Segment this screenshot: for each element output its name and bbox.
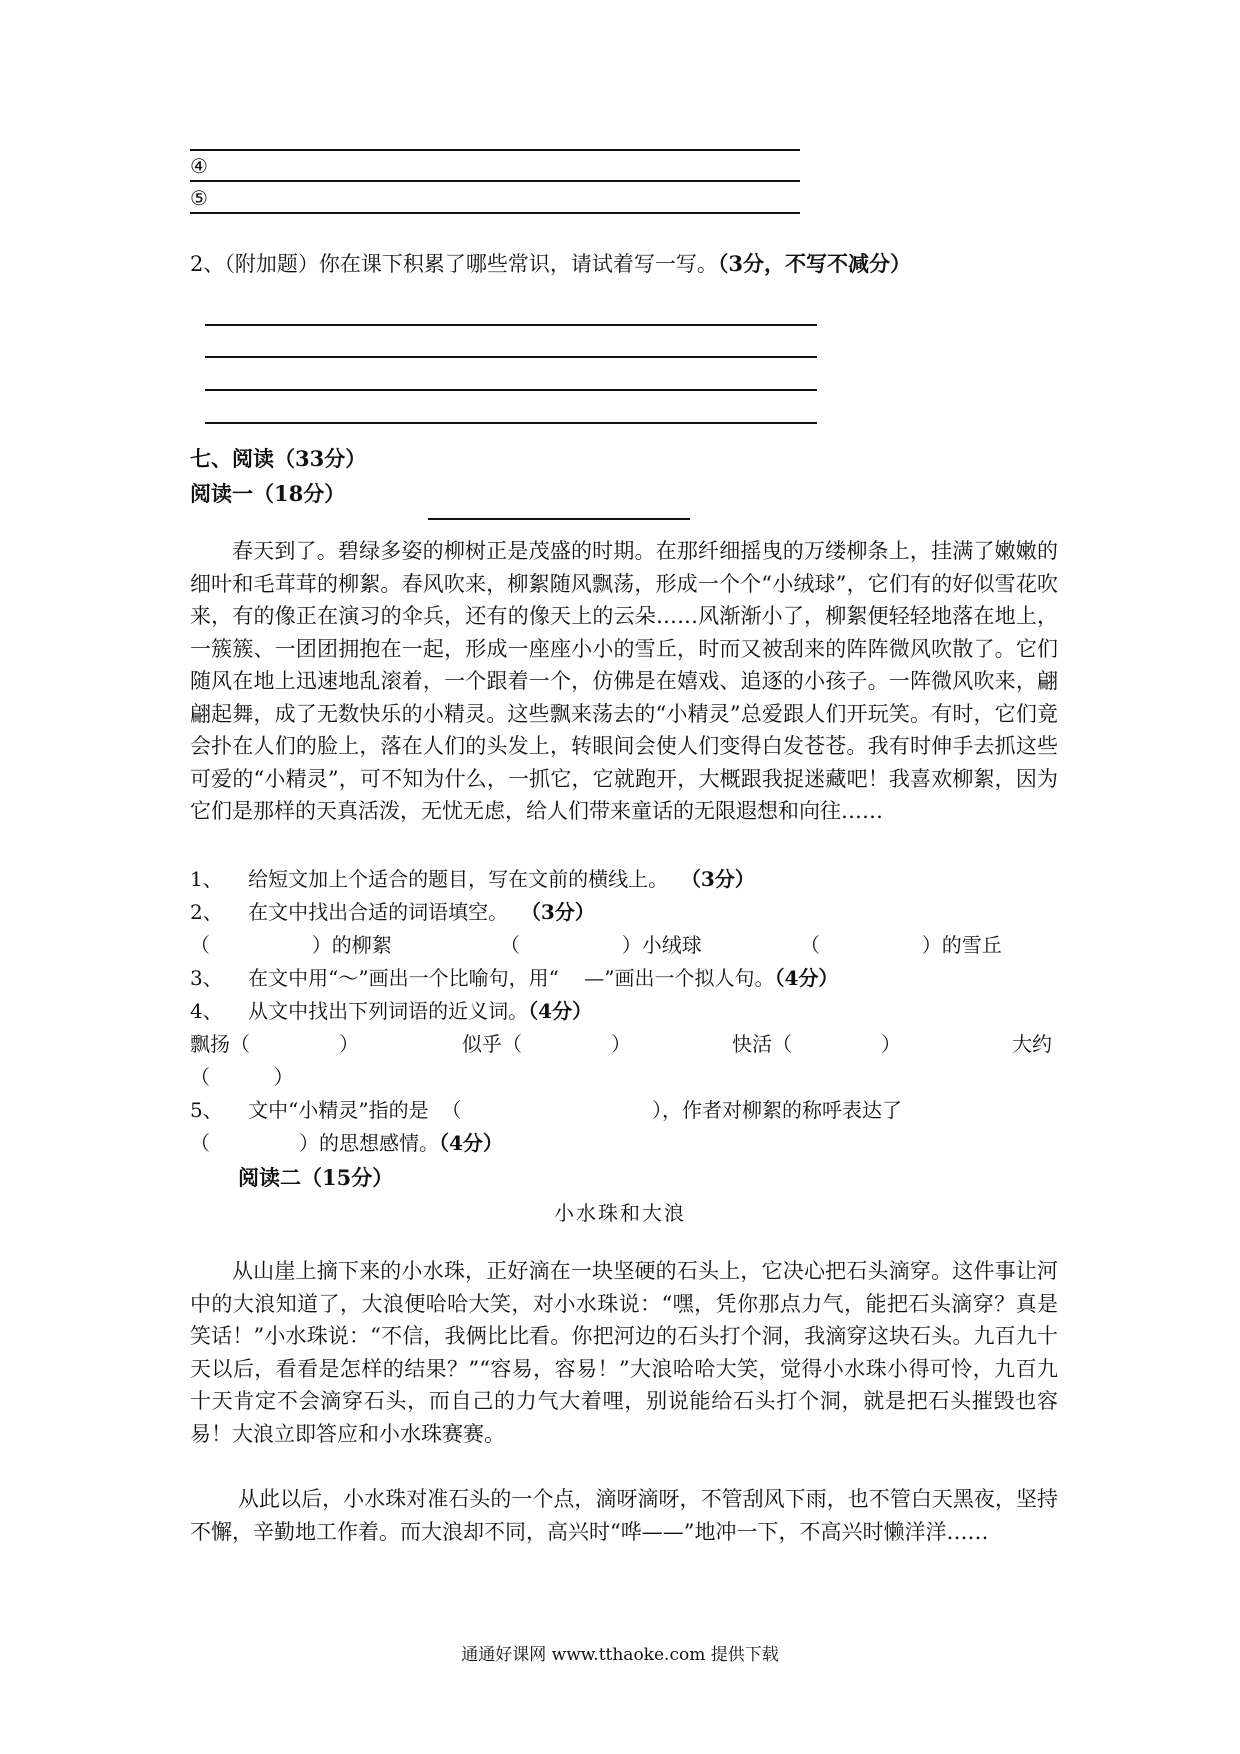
r1-question-4: 4、 从文中找出下列词语的近义词。（4分）	[190, 999, 593, 1023]
r1-q2-blank-2: （ ）小绒球	[500, 933, 702, 957]
r1-question-3: 3、 在文中用“～”画出一个比喻句，用“ —”画出一个拟人句。（4分）	[190, 966, 839, 990]
r1-question-1: 1、 给短文加上个适合的题目，写在文前的横线上。 （3分）	[190, 867, 755, 891]
r1-q4-points: （4分）	[528, 999, 593, 1023]
r1-q4-word-4-blank: （ ）	[190, 1065, 294, 1089]
extra-question	[190, 248, 911, 278]
answer-line-4	[190, 180, 800, 182]
r1-q4-word-3: 快活（ ）	[732, 1032, 902, 1056]
r1-q4-word-1: 飘扬（ ）	[190, 1032, 360, 1056]
r1-q2-blank-1: （ ）的柳絮	[190, 933, 392, 957]
reading2-paragraph-2: 从此以后，小水珠对准石头的一个点，滴呀滴呀，不管刮风下雨，也不管白天黑夜，坚持不懈，辛勤地工作着。而大浪却不同，高兴时“哗——”地冲一下，不高兴时懒洋洋……	[190, 1487, 1058, 1544]
extra-question-points: （3分，不写不减分）	[717, 251, 911, 276]
reading2-paragraph-1: 从山崖上摘下来的小水珠，正好滴在一块坚硬的石头上，它决心把石头滴穿。这件事让河中的大浪知道了，大浪便哈哈大笑，对小水珠说：“嘿，凭你那点力气，能把石头滴穿？真是笑话！”小水珠说：“不信，我俩比比看。你把河边的石头打个洞，我滴穿这块石头。九百九十天以后，看看是怎样的结果？”“容易，容易！”大浪哈哈大笑，觉得小水珠小得可怜，九百九十天肯定不会滴穿石头，而自己的力气大着哩，别说能给石头打个洞，就是把石头摧毁也容易！大浪立即答应和小水珠赛赛。	[190, 1259, 1058, 1446]
answer-line-5	[190, 212, 800, 214]
r1-q2-blank-3: （ ）的雪丘	[800, 933, 1002, 957]
answer-mark-5: ⑤	[190, 186, 208, 210]
page-footer: 通通好课网 www.tthaoke.com 提供下载	[461, 1645, 779, 1665]
writing-line-2	[205, 356, 817, 358]
answer-mark-4: ④	[190, 154, 208, 178]
reading2-heading: 阅读二（15分）	[238, 1165, 394, 1190]
writing-line-1	[205, 324, 817, 326]
section-title: 七、阅读（33分）	[190, 446, 367, 471]
title-blank-line	[428, 518, 690, 520]
answer-line-top	[190, 149, 800, 151]
r1-q4-word-4: 大约	[1012, 1032, 1052, 1056]
reading2-title: 小水珠和大浪	[554, 1201, 686, 1225]
r1-question-5-line2: （ ）的思想感情。（4分）	[190, 1131, 503, 1155]
r1-q3-points: （4分）	[774, 966, 839, 990]
writing-line-4	[205, 422, 817, 424]
r1-q2-points: （3分）	[520, 900, 595, 924]
r1-question-2: 2、 在文中找出合适的词语填空。 （3分）	[190, 900, 595, 924]
writing-line-3	[205, 389, 817, 391]
r1-q5-points: （4分）	[439, 1131, 503, 1155]
extra-question-label: 2、（附加题）你在课下积累了哪些常识，请试着写一写。	[190, 252, 718, 276]
reading1-heading: 阅读一（18分）	[190, 481, 346, 506]
r1-q1-points: （3分）	[680, 867, 755, 891]
reading1-paragraph: 春天到了。碧绿多姿的柳树正是茂盛的时期。在那纤细摇曳的万缕柳条上，挂满了嫩嫩的细叶和毛茸茸的柳絮。春风吹来，柳絮随风飘荡，形成一个个“小绒球”，它们有的好似雪花吹来，有的像正在演习的伞兵，还有的像天上的云朵……风渐渐小了，柳絮便轻轻地落在地上，一簇簇、一团团拥抱在一起，形成一座座小小的雪丘，时而又被刮来的阵阵微风吹散了。它们随风在地上迅速地乱滚着，一个跟着一个，仿佛是在嬉戏、追逐的小孩子。一阵微风吹来，翩翩起舞，成了无数快乐的小精灵。这些飘来荡去的“小精灵”总爱跟人们开玩笑。有时，它们竟会扑在人们的脸上，落在人们的头发上，转眼间会使人们变得白发苍苍。我有时伸手去抓这些可爱的“小精灵”，可不知为什么，一抓它，它就跑开，大概跟我捉迷藏吧！我喜欢柳絮，因为它们是那样的天真活泼，无忧无虑，给人们带来童话的无限遐想和向往……	[190, 539, 1058, 823]
r1-question-5: 5、 文中“小精灵”指的是 （ ），作者对柳絮的称呼表达了	[190, 1098, 903, 1122]
r1-q4-word-2: 似乎（ ）	[462, 1032, 632, 1056]
